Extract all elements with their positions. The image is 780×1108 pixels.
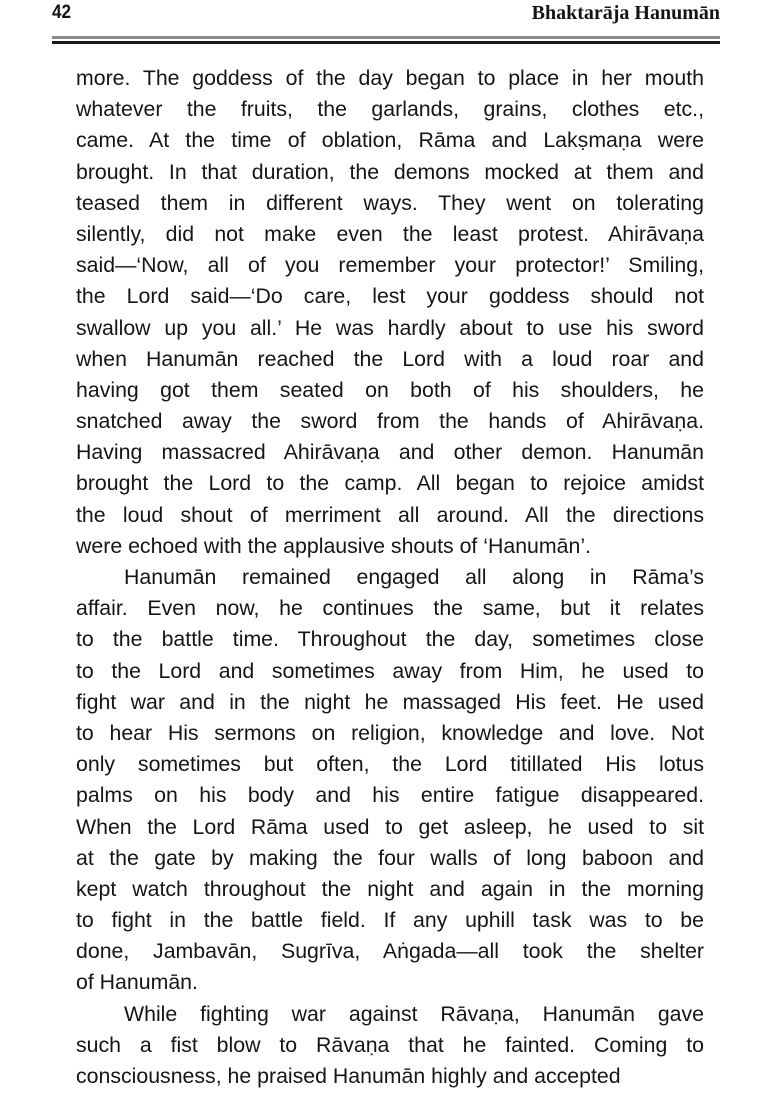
paragraph <box>76 63 704 562</box>
text-line: silently, did not make even the least protest. Ahirāvaṇa <box>76 221 704 246</box>
text-line: to fight in the battle field. If any uphill task was to be <box>76 908 704 933</box>
page-number: 42 <box>52 2 72 23</box>
text-line: whatever the fruits, the garlands, grains, clothes etc., <box>76 97 704 122</box>
text-line: palms on his body and his entire fatigue disappeared. <box>76 783 704 808</box>
text-line: fight war and in the night he massaged His feet. He used <box>76 689 704 714</box>
text-line: were echoed with the applausive shouts of ‘Hanumān’. <box>76 533 591 558</box>
text-line: affair. Even now, he continues the same, but it relates <box>76 596 704 621</box>
text-line: to hear His sermons on religion, knowledge and love. Not <box>76 720 704 745</box>
text-line: kept watch throughout the night and again in the morning <box>76 876 704 901</box>
text-line: done, Jambavān, Sugrīva, Aṅgada—all took the shelter <box>76 939 704 964</box>
text-line: When the Lord Rāma used to get asleep, he used to sit <box>76 814 704 839</box>
text-line: such a fist blow to Rāvaṇa that he fainted. Coming to <box>76 1032 704 1057</box>
text-line: when Hanumān reached the Lord with a loud roar and <box>76 346 704 371</box>
text-line: Hanumān remained engaged all along in Rāma’s <box>124 565 704 589</box>
text-line: to the battle time. Throughout the day, sometimes close <box>76 627 704 652</box>
header-rule-thin <box>52 36 720 39</box>
paragraph <box>76 562 704 999</box>
header-rule-thick <box>52 41 720 44</box>
text-line: swallow up you all.’ He was hardly about to use his sword <box>76 315 704 340</box>
header-rule <box>52 36 720 45</box>
text-line: brought. In that duration, the demons mocked at them and <box>76 159 704 184</box>
running-title: Bhaktarāja Hanumān <box>531 2 720 24</box>
text-line: came. At the time of oblation, Rāma and Lakṣmaṇa were <box>76 128 704 153</box>
text-line: teased them in different ways. They went on tolerating <box>76 190 704 215</box>
text-line: to the Lord and sometimes away from Him, he used to <box>76 658 704 683</box>
page-header <box>52 0 720 30</box>
text-line: said—‘Now, all of you remember your protector!’ Smiling, <box>76 253 704 278</box>
text-line: brought the Lord to the camp. All began to rejoice amidst <box>76 471 704 496</box>
text-line: at the gate by making the four walls of long baboon and <box>76 845 704 870</box>
text-line: having got them seated on both of his shoulders, he <box>76 377 704 402</box>
text-line: snatched away the sword from the hands of Ahirāvaṇa. <box>76 409 704 434</box>
text-line: the Lord said—‘Do care, lest your goddess should not <box>76 284 704 309</box>
text-line: more. The goddess of the day began to place in her mouth <box>76 66 704 90</box>
text-line: the loud shout of merriment all around. All the directions <box>76 502 704 527</box>
paragraph <box>76 999 704 1093</box>
text-line: only sometimes but often, the Lord titillated His lotus <box>76 752 704 777</box>
body-text <box>76 63 704 1092</box>
text-line: consciousness, he praised Hanumān highly and accepted <box>76 1064 621 1088</box>
text-line: of Hanumān. <box>76 970 198 995</box>
text-line: While fighting war against Rāvaṇa, Hanumān gave <box>124 1001 704 1026</box>
text-line: Having massacred Ahirāvaṇa and other demon. Hanumān <box>76 440 704 465</box>
